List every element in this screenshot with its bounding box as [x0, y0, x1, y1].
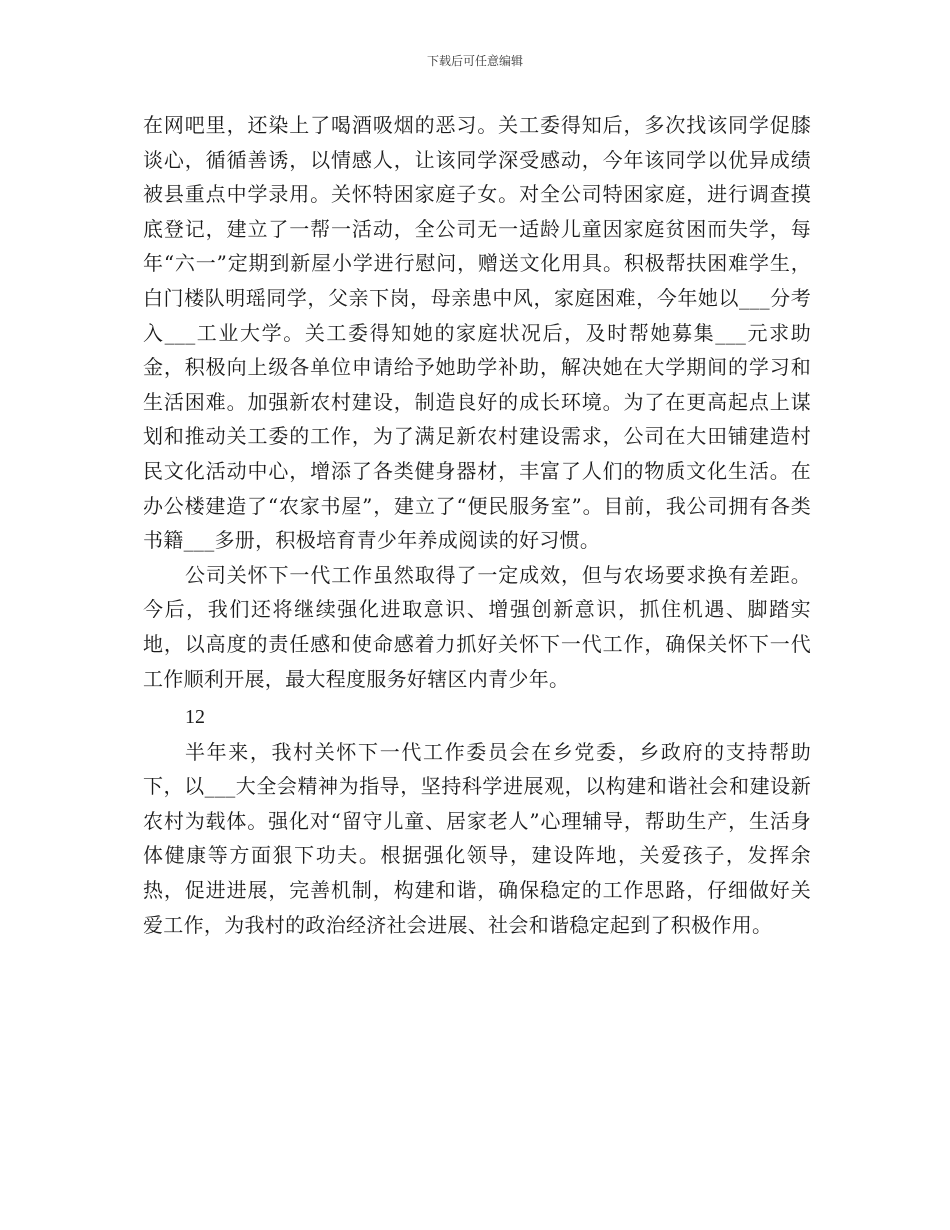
- paragraph-continuation: 在网吧里，还染上了喝酒吸烟的恶习。关工委得知后，多次找该同学促膝谈心，循循善诱，以情感人，让该同学深受感动，今年该同学以优异成绩被县重点中学录用。关怀特困家庭子女。对全公司特困家庭，进行调查摸底登记，建立了一帮一活动，全公司无一适龄儿童因家庭贫困而失学，每年“六一”定期到新屋小学进行慰问，赠送文化用具。积极帮扶困难学生，白门楼队明瑶同学，父亲下岗，母亲患中风，家庭困难，今年她以___分考入___工业大学。关工委得知她的家庭状况后，及时帮她募集___元求助金，积极向上级各单位申请给予她助学补助，解决她在大学期间的学习和生活困难。加强新农村建设，制造良好的成长环境。为了在更高起点上谋划和推动关工委的工作，为了满足新农村建设需求，公司在大田铺建造村民文化活动中心，增添了各类健身器材，丰富了人们的物质文化生活。在办公楼建造了“农家书屋”，建立了“便民服务室”。目前，我公司拥有各类书籍___多册，积极培育青少年养成阅读的好习惯。: [143, 113, 811, 553]
- paragraph-section-intro: 半年来，我村关怀下一代工作委员会在乡党委，乡政府的支持帮助下，以___大全会精神为指导，坚持科学进展观，以构建和谐社会和建设新农村为载体。强化对“留守儿童、居家老人”心理辅导，帮助生产，生活身体健康等方面狠下功夫。根据强化领导，建设阵地，关爱孩子，发挥余热，促进进展，完善机制，构建和谐，确保稳定的工作思路，仔细做好关爱工作，为我村的政治经济社会进展、社会和谐稳定起到了积极作用。: [143, 739, 811, 937]
- paragraph-conclusion: 公司关怀下一代工作虽然取得了一定成效，但与农场要求换有差距。今后，我们还将继续强化进取意识、增强创新意识，抓住机遇、脚踏实地，以高度的责任感和使命感着力抓好关怀下一代工作，确保关怀下一代工作顺利开展，最大程度服务好辖区内青少年。: [143, 562, 811, 691]
- document-body: [143, 108, 811, 942]
- section-number: 12: [185, 706, 205, 729]
- page-header: 下载后可任意编辑: [426, 54, 523, 68]
